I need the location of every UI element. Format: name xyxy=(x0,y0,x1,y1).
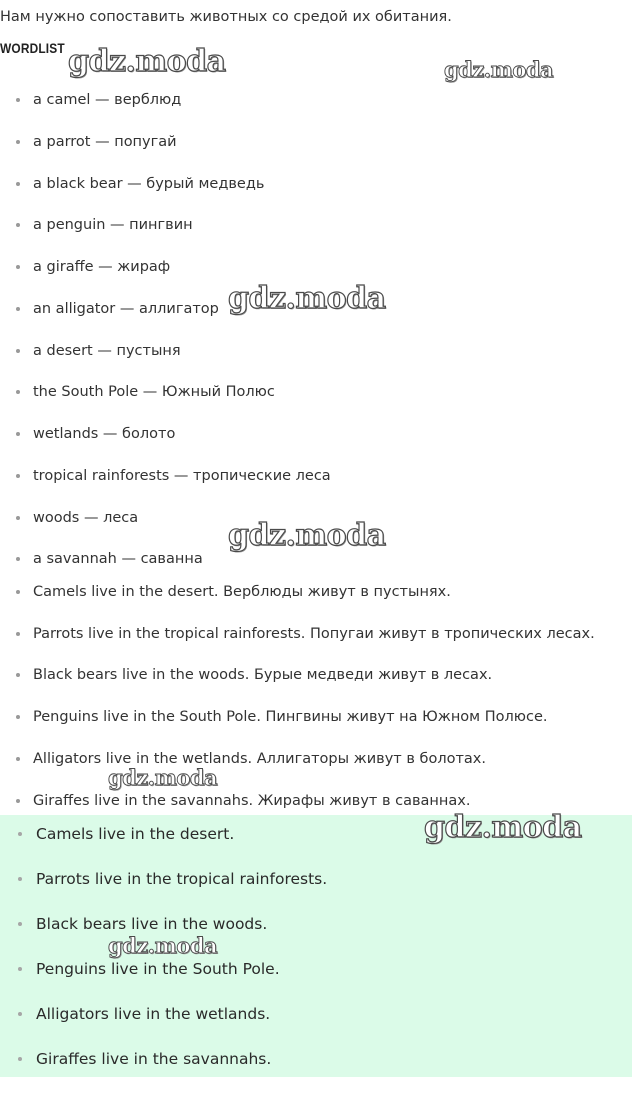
bullet-icon xyxy=(16,799,20,803)
watermark-logo: gdz.moda xyxy=(228,281,386,316)
bullet-icon xyxy=(16,757,20,761)
bullet-icon xyxy=(16,265,20,269)
wordlist-heading: WORDLIST xyxy=(0,40,65,56)
bullet-icon xyxy=(18,832,22,836)
watermark-logo: gdz.moda xyxy=(108,933,218,958)
bullet-icon xyxy=(16,673,20,677)
bullet-icon xyxy=(16,557,20,561)
bullet-icon xyxy=(16,715,20,719)
watermark-logo: gdz.moda xyxy=(108,765,218,790)
bullet-icon xyxy=(18,1057,22,1061)
bullet-icon xyxy=(16,98,20,102)
bullet-icon xyxy=(18,1012,22,1016)
bullet-icon xyxy=(16,349,20,353)
bullet-icon xyxy=(16,590,20,594)
bullet-icon xyxy=(16,516,20,520)
answer-block: Camels live in the desert. Parrots live in the tropical rainforests. Black bears live in the woods. Penguins live in the South Pole. Alligators live in the wetlands. Giraffes live in the savannahs. xyxy=(0,815,632,1077)
bullet-icon xyxy=(16,223,20,227)
bullet-icon xyxy=(16,474,20,478)
bullet-icon xyxy=(16,390,20,394)
bullet-icon xyxy=(18,967,22,971)
watermark-logo: gdz.moda xyxy=(424,810,582,845)
bullet-icon xyxy=(16,307,20,311)
watermark-logo: gdz.moda xyxy=(68,44,226,79)
watermark-logo: gdz.moda xyxy=(444,57,554,82)
bullet-icon xyxy=(16,632,20,636)
bullet-icon xyxy=(16,182,20,186)
intro-text: Нам нужно сопоставить животных со средой их обитания. xyxy=(0,9,452,25)
bullet-icon xyxy=(16,432,20,436)
bullet-icon xyxy=(18,922,22,926)
bullet-icon xyxy=(18,877,22,881)
bullet-icon xyxy=(16,140,20,144)
watermark-logo: gdz.moda xyxy=(228,518,386,553)
